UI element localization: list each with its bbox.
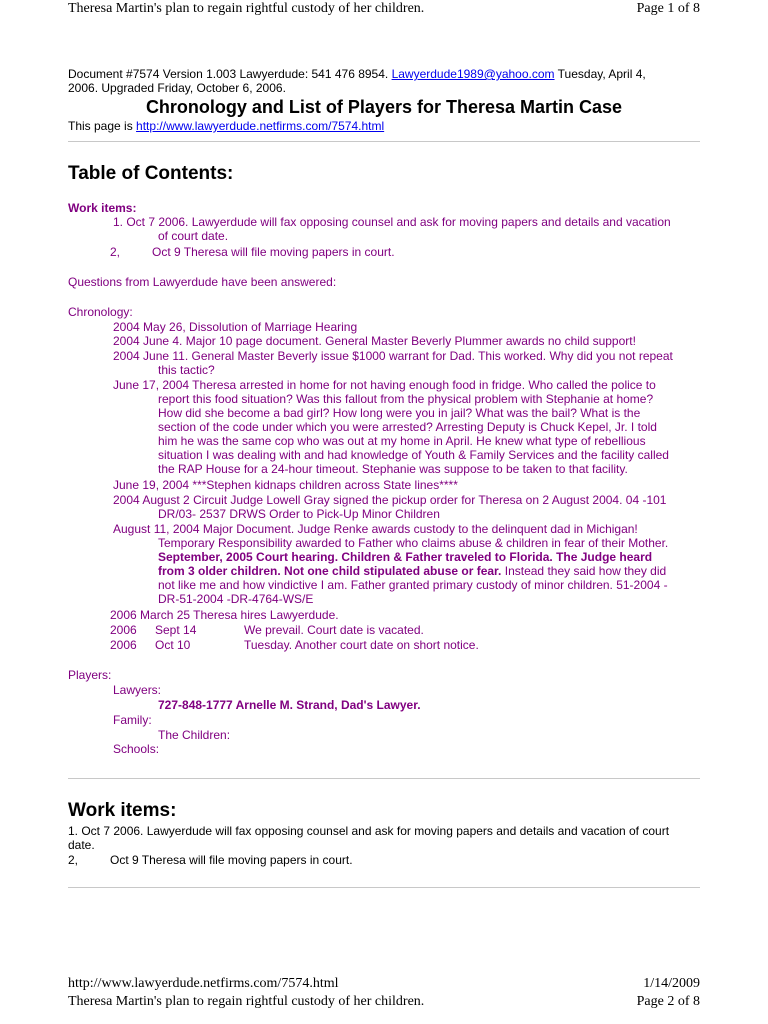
- doc-meta-line2: 2006. Upgraded Friday, October 6, 2006.: [68, 81, 286, 95]
- chronology-item-7-bold-2: from 3 older children. Not one child stipulated abuse or fear.: [158, 564, 502, 578]
- chronology-item-4-line-g: the RAP House for a 24-hour timeout. Stephanie was suppose to be taken to that facility.: [158, 462, 628, 476]
- document-meta: [68, 67, 708, 81]
- chronology-item-4-line-c: How did she become a bad girl? How long were you in jail? What was the bail? What is the: [158, 406, 641, 420]
- chronology-item-10-date[interactable]: Oct 10: [155, 638, 191, 652]
- doc-meta-prefix: Document #7574 Version 1.003 Lawyerdude: 541 476 8954.: [68, 67, 392, 81]
- toc-chronology-label[interactable]: Chronology:: [68, 305, 133, 319]
- chronology-item-4-line-a: June 17, 2004 Theresa arrested in home for not having enough food in fridge. Who called the police to: [113, 378, 656, 392]
- chronology-item-6-line-b: DR/03- 2537 DRWS Order to Pick-Up Minor Children: [158, 507, 440, 521]
- toc-work-items-label[interactable]: Work items:: [68, 201, 137, 215]
- chronology-item-9-year[interactable]: 2006: [110, 623, 137, 637]
- footer-title: Theresa Martin's plan to regain rightful custody of her children.: [68, 994, 425, 1009]
- divider-bottom: [68, 887, 700, 888]
- chronology-item-7-bold-1: September, 2005 Court hearing. Children & Father traveled to Florida. The Judge heard: [158, 550, 653, 564]
- toc-family-label[interactable]: Family:: [113, 713, 152, 727]
- page-url-link[interactable]: http://www.lawyerdude.netfirms.com/7574.html: [136, 119, 385, 133]
- chronology-item-4-line-e: him he was the same cop who was out at my home in April. He knew what type of rebellious: [158, 434, 646, 448]
- chronology-item-4[interactable]: [113, 378, 703, 476]
- footer-page: Page 2 of 8: [636, 994, 700, 1009]
- chronology-item-3[interactable]: [113, 349, 703, 377]
- chronology-item-4-line-f: situation I was dealing with and had knowledge of Youth & Family Services and the facility called: [158, 448, 669, 462]
- toc-schools-label[interactable]: Schools:: [113, 742, 160, 756]
- chronology-item-1[interactable]: 2004 May 26, Dissolution of Marriage Hearing: [113, 320, 358, 334]
- chronology-item-7-line-a: August 11, 2004 Major Document. Judge Renke awards custody to the delinquent dad in Michigan!: [113, 522, 638, 536]
- toc-heading: Table of Contents:: [68, 163, 234, 184]
- footer-date: 1/14/2009: [643, 976, 700, 991]
- work-item-1-line-a: 1. Oct 7 2006. Lawyerdude will fax opposing counsel and ask for moving papers and details and vacation of court: [68, 824, 670, 838]
- email-link[interactable]: Lawyerdude1989@yahoo.com: [391, 67, 555, 81]
- running-header-page: Page 1 of 8: [636, 1, 700, 16]
- chronology-item-3-line-b: this tactic?: [158, 363, 215, 377]
- chronology-item-7-line-b: Temporary Responsibility awarded to Father who claims abuse & children in fear of their Mother.: [158, 536, 669, 550]
- work-item-1-line-b: date.: [68, 838, 95, 852]
- chronology-item-10-text[interactable]: Tuesday. Another court date on short notice.: [244, 638, 479, 652]
- chronology-item-7-rest-2: Instead they said how they did: [501, 564, 667, 578]
- page-link-line: [68, 119, 384, 133]
- chronology-item-4-line-b: report this food situation? Was this fallout from the physical problem with Stephanie at home?: [158, 392, 654, 406]
- chronology-item-7-line-f: DR-51-2004 -DR-4764-WS/E: [158, 592, 314, 606]
- chronology-item-7[interactable]: [113, 522, 703, 606]
- doc-meta-suffix: Tuesday, April 4,: [554, 67, 646, 81]
- toc-work-item-1-line-a: 1. Oct 7 2006. Lawyerdude will fax opposing counsel and ask for moving papers and details and vacation: [113, 215, 671, 229]
- chronology-item-9-text[interactable]: We prevail. Court date is vacated.: [244, 623, 424, 637]
- chronology-item-4-line-d: section of the code under which you were arrested? Arresting Deputy is Chuck Kepel, Jr. I told: [158, 420, 657, 434]
- work-item-2-text: Oct 9 Theresa will file moving papers in court.: [110, 853, 353, 867]
- chronology-item-6[interactable]: [113, 493, 703, 521]
- toc-work-item-1-line-b: of court date.: [158, 229, 229, 243]
- toc-lawyer-1[interactable]: 727-848-1777 Arnelle M. Strand, Dad's Lawyer.: [158, 698, 421, 712]
- chronology-item-5[interactable]: June 19, 2004 ***Stephen kidnaps children across State lines****: [113, 478, 458, 492]
- footer-url: http://www.lawyerdude.netfirms.com/7574.html: [68, 976, 339, 991]
- page-link-prefix: This page is: [68, 119, 137, 133]
- toc-children-label[interactable]: The Children:: [158, 728, 231, 742]
- work-item-1: [68, 824, 708, 852]
- divider-top: [68, 141, 700, 142]
- toc-work-item-2-num[interactable]: 2,: [110, 245, 121, 259]
- toc-players-label[interactable]: Players:: [68, 668, 112, 682]
- work-item-2-num: 2,: [68, 853, 79, 867]
- divider-middle: [68, 778, 700, 779]
- chronology-item-7-line-e: not like me and how vindictive I am. Father granted primary custody of minor children. 51-2004 -: [158, 578, 668, 592]
- chronology-item-9-date[interactable]: Sept 14: [155, 623, 197, 637]
- running-header-title: Theresa Martin's plan to regain rightful custody of her children.: [68, 1, 425, 16]
- toc-lawyers-label[interactable]: Lawyers:: [113, 683, 162, 697]
- toc-work-item-2-text[interactable]: Oct 9 Theresa will file moving papers in court.: [152, 245, 395, 259]
- chronology-item-8[interactable]: 2006 March 25 Theresa hires Lawyerdude.: [110, 608, 339, 622]
- work-items-heading: Work items:: [68, 800, 177, 821]
- toc-questions-link[interactable]: Questions from Lawyerdude have been answered:: [68, 275, 337, 289]
- chronology-item-6-line-a: 2004 August 2 Circuit Judge Lowell Gray signed the pickup order for Theresa on 2 August 2004. 04 -101: [113, 493, 667, 507]
- main-title: Chronology and List of Players for Theresa Martin Case: [145, 97, 623, 117]
- chronology-item-2[interactable]: 2004 June 4. Major 10 page document. General Master Beverly Plummer awards no child support!: [113, 334, 636, 348]
- toc-work-item-1[interactable]: [113, 215, 713, 243]
- chronology-item-10-year[interactable]: 2006: [110, 638, 137, 652]
- chronology-item-3-line-a: 2004 June 11. General Master Beverly issue $1000 warrant for Dad. This worked. Why did you not repeat: [113, 349, 673, 363]
